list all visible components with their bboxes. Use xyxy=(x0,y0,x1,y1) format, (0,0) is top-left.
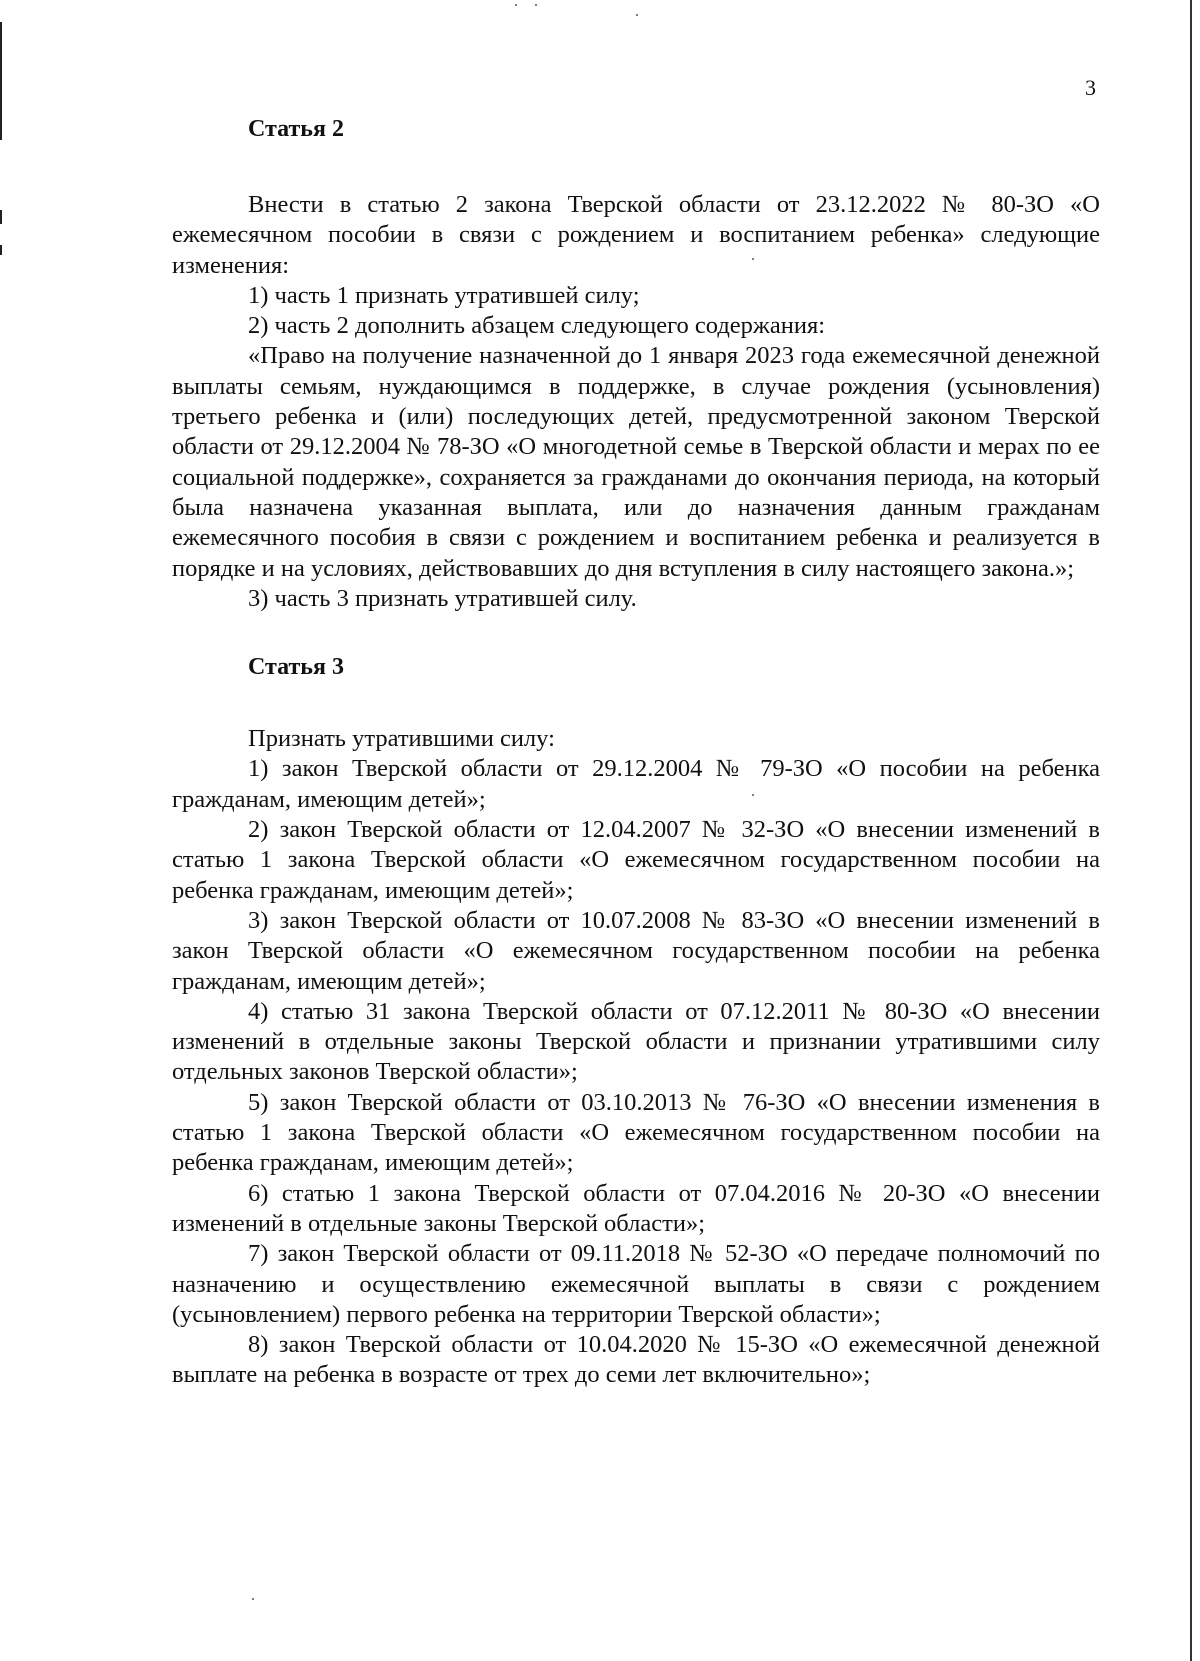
article-3-paragraph: 2) закон Тверской области от 12.04.2007 № 32-ЗО «О внесении изменений в статью 1 закона Тверской области «О ежемесячном государственном пособии на ребенка гражданам, имеющим детей»; xyxy=(172,816,1100,904)
article-2-paragraph: 3) часть 3 признать утратившей силу. xyxy=(248,584,637,612)
scan-speck xyxy=(535,4,537,6)
article-3-paragraph: 6) статью 1 закона Тверской области от 07.04.2016 № 20-ЗО «О внесении изменений в отдельные законы Тверской области»; xyxy=(172,1179,1100,1237)
article-3-paragraph: 5) закон Тверской области от 03.10.2013 № 76-ЗО «О внесении изменения в статью 1 закона Тверской области «О ежемесячном государственном пособии на ребенка гражданам, имеющим детей»; xyxy=(172,1088,1100,1177)
article-3-paragraph: 3) закон Тверской области от 10.07.2008 № 83-ЗО «О внесении изменений в закон Тверской области «О ежемесячном государственном пособии на ребенка гражданам, имеющим детей»; xyxy=(172,906,1100,995)
page-number: 3 xyxy=(1085,75,1096,100)
article-3-paragraph: 4) статью 31 закона Тверской области от 07.12.2011 № 80-ЗО «О внесении изменений в отдельные законы Тверской области и признании утратившими силу отдельных законов Тверской области»; xyxy=(172,997,1100,1086)
article-2-paragraph: Внести в статью 2 закона Тверской области от 23.12.2022 № 80-ЗО «О ежемесячном пособии в связи с рождением и воспитанием ребенка» следующие изменения: xyxy=(172,191,1100,279)
article-2-paragraph: 2) часть 2 дополнить абзацем следующего содержания: xyxy=(248,312,826,340)
scan-speck xyxy=(515,4,517,6)
scan-edge-mark xyxy=(1190,0,1192,1661)
scan-edge-mark xyxy=(0,210,2,224)
scan-edge-mark xyxy=(0,22,2,140)
article-3-heading: Статья 3 xyxy=(248,654,344,681)
article-2-paragraph: 1) часть 1 признать утратившей силу; xyxy=(248,281,640,309)
scan-speck xyxy=(252,1598,254,1600)
article-3-paragraph: 1) закон Тверской области от 29.12.2004 № 79-ЗО «О пособии на ребенка гражданам, имеющим детей»; xyxy=(172,755,1100,813)
article-2-paragraph: «Право на получение назначенной до 1 января 2023 года ежемесячной денежной выплаты семьям, нуждающимся в поддержке, в случае рождения (усыновления) третьего ребенка и (или) последующих детей, предусмотренной законом Тверской области от 29.12.2004 № 78-ЗО «О многодетной семье в Тверской области и мерах по ее социальной поддержке», сохраняется за гражданами до окончания периода, на который была назначена указанная выплата, или до назначения данным гражданам ежемесячного пособия в связи с рождением и воспитанием ребенка и реализуется в порядке и на условиях, действовавших до дня вступления в силу настоящего закона.»; xyxy=(172,342,1100,582)
scan-speck xyxy=(636,14,638,16)
document-body xyxy=(172,104,1100,1391)
article-2-heading: Статья 2 xyxy=(248,116,344,142)
article-3-paragraph: Признать утратившими силу: xyxy=(248,725,555,753)
article-3-paragraph: 8) закон Тверской области от 10.04.2020 № 15-ЗО «О ежемесячной денежной выплате на ребенка в возрасте от трех до семи лет включительно»; xyxy=(172,1331,1100,1389)
article-3-paragraph: 7) закон Тверской области от 09.11.2018 № 52-ЗО «О передаче полномочий по назначению и осуществлению ежемесячной выплаты в связи с рождением (усыновлением) первого ребенка на территории Тверской области»; xyxy=(172,1240,1100,1328)
scan-edge-mark xyxy=(0,245,2,255)
